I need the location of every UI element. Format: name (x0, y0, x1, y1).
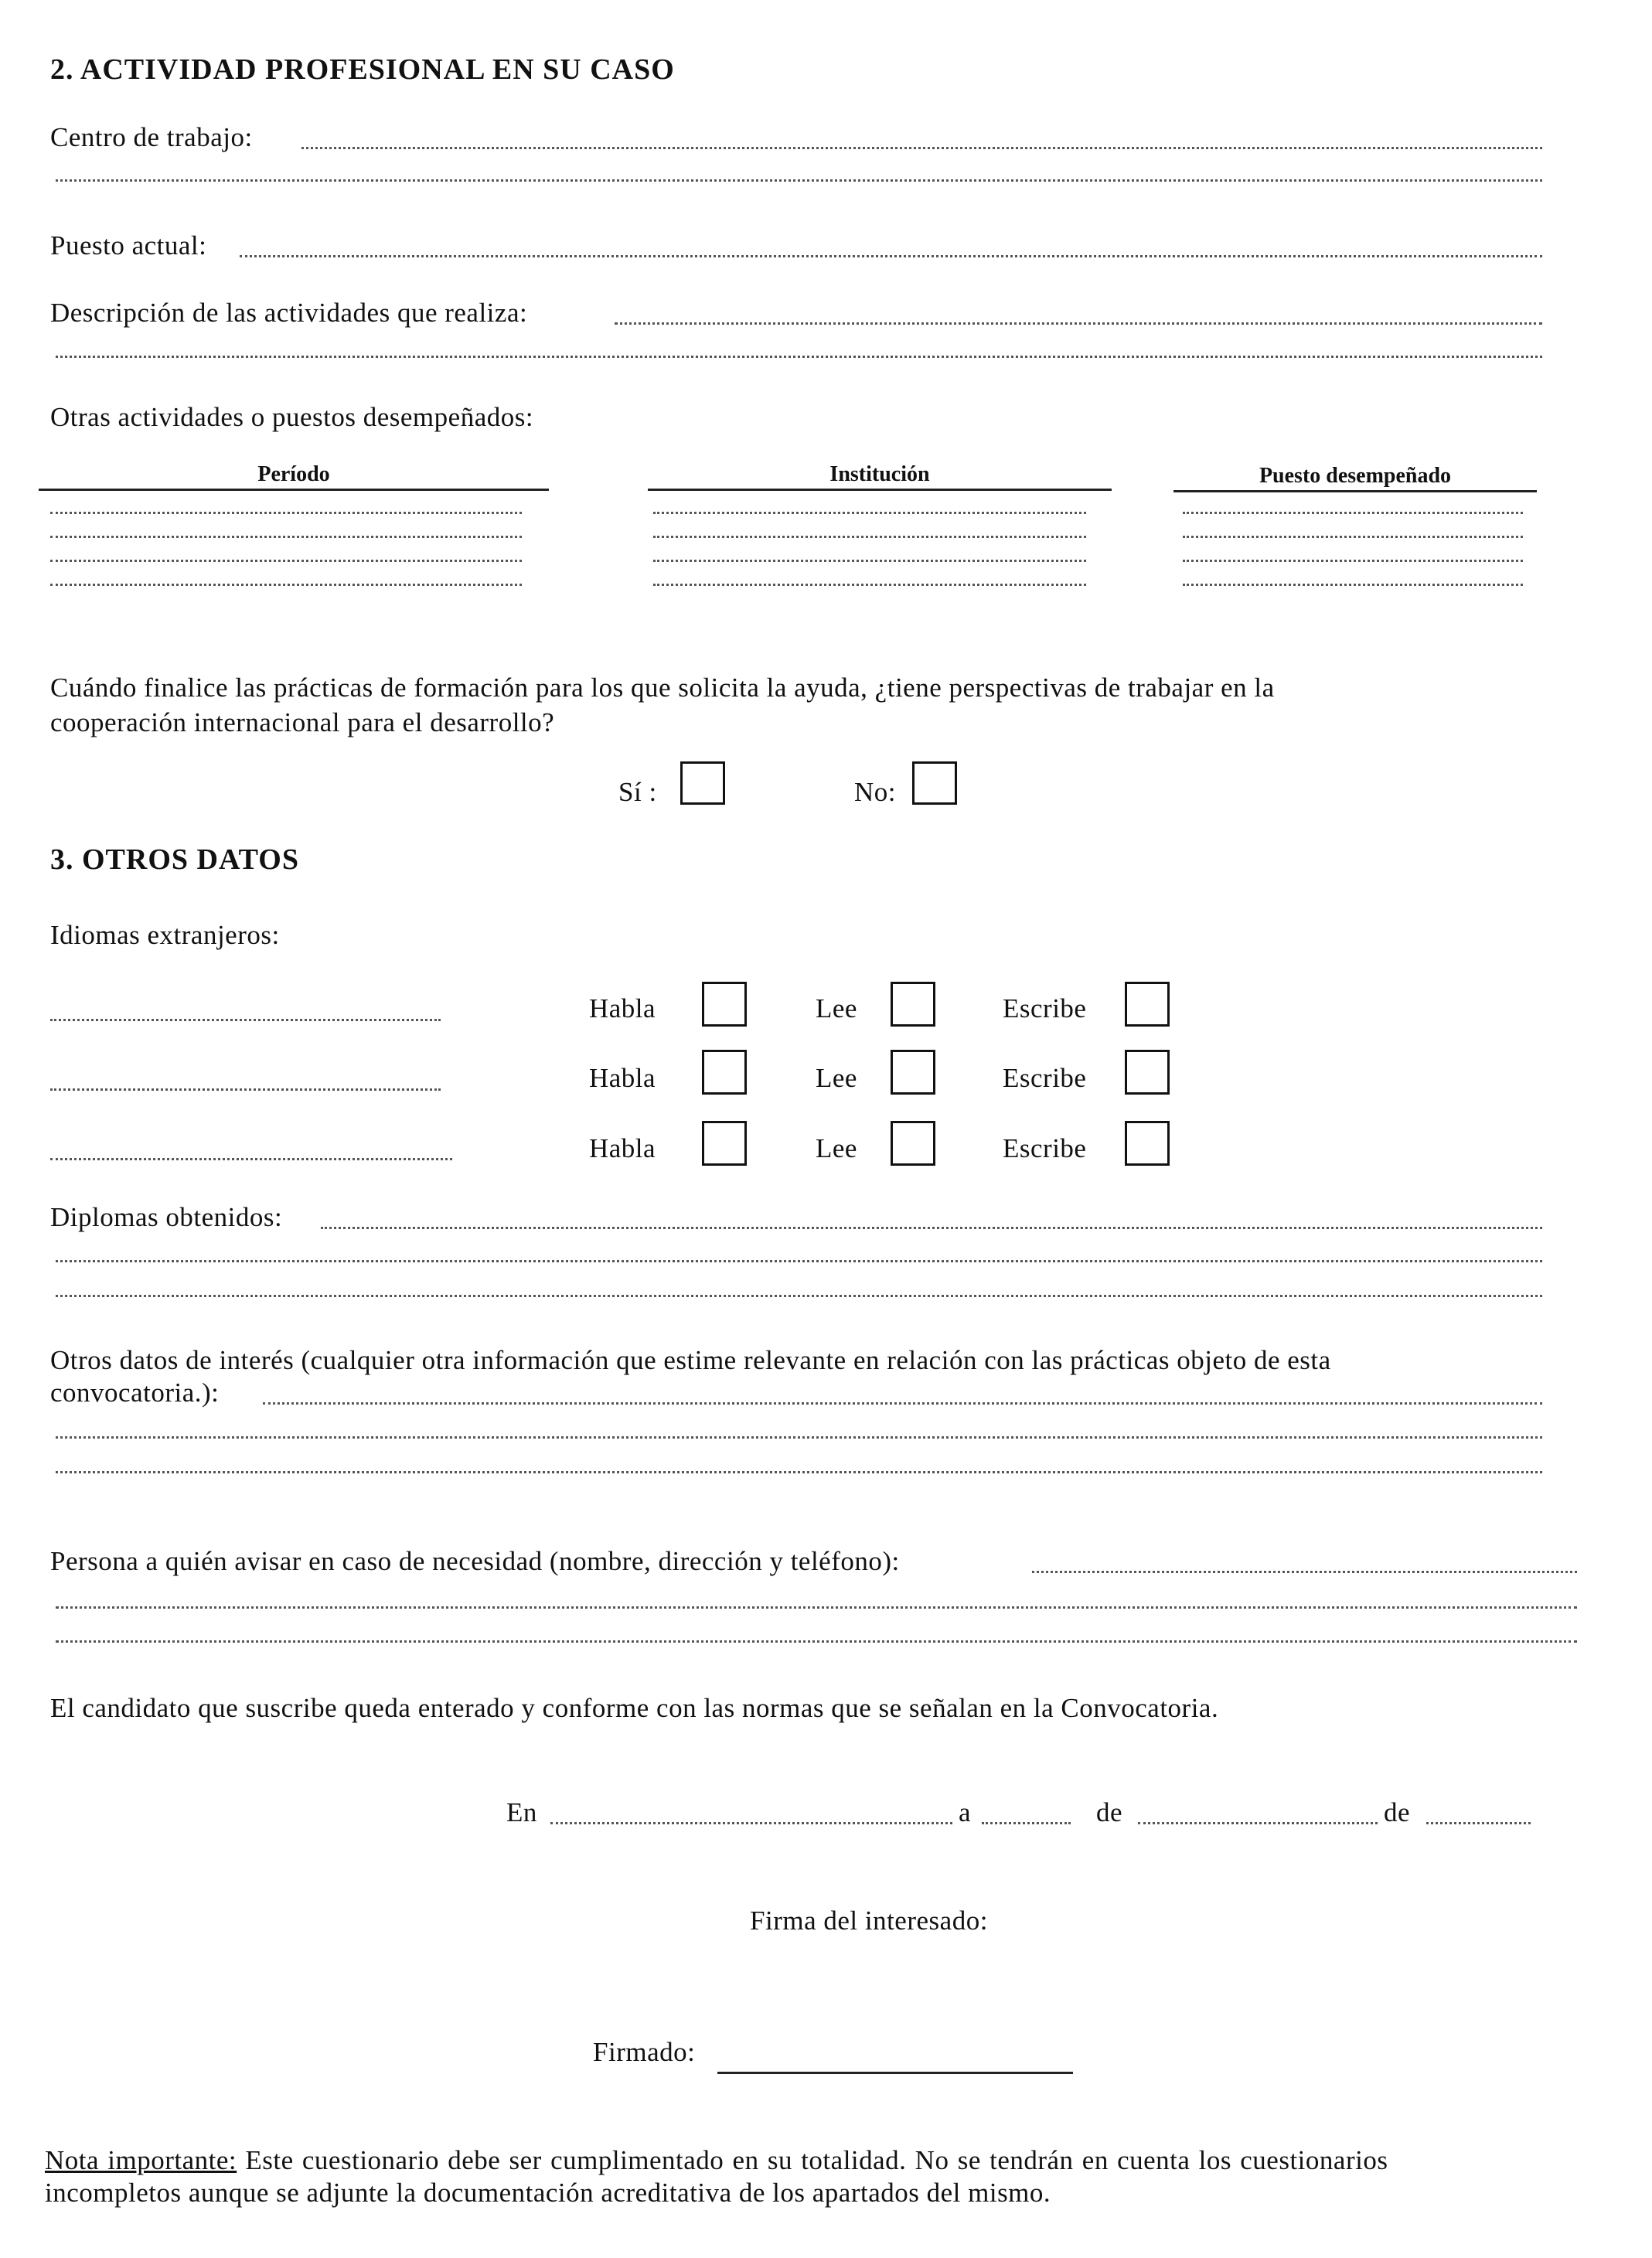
en-label: En (506, 1797, 537, 1827)
header-institucion-rule (648, 489, 1112, 491)
puesto-row-3[interactable] (1183, 560, 1523, 562)
idioma-3-field[interactable] (50, 1158, 452, 1160)
puesto-row-4[interactable] (1183, 584, 1523, 586)
firmado-label: Firmado: (593, 2037, 696, 2067)
a-label: a (959, 1797, 972, 1827)
conforme-text: El candidato que suscribe queda enterado y conforme con las normas que se señalan en la Convocatoria. (50, 1693, 1219, 1723)
otros-datos-field[interactable] (263, 1402, 1542, 1405)
institucion-row-1[interactable] (653, 512, 1086, 514)
escribe-checkbox-2[interactable] (1125, 1050, 1170, 1095)
centro-trabajo-field[interactable] (301, 147, 1542, 149)
idiomas-label: Idiomas extranjeros: (50, 920, 280, 950)
header-institucion: Institución (829, 462, 930, 486)
question-line-1: Cuándo finalice las prácticas de formación para los que solicita la ayuda, ¿tiene perspectivas de trabajar en la (50, 673, 1275, 703)
si-checkbox[interactable] (680, 761, 725, 805)
persona-label: Persona a quién avisar en caso de necesidad (nombre, dirección y teléfono): (50, 1546, 900, 1576)
de-label-1: de (1096, 1797, 1123, 1827)
puesto-actual-label: Puesto actual: (50, 230, 207, 261)
header-puesto: Puesto desempeñado (1259, 464, 1452, 488)
header-puesto-rule (1173, 490, 1537, 492)
section-2-title: 2. ACTIVIDAD PROFESIONAL EN SU CASO (50, 53, 675, 86)
habla-checkbox-3[interactable] (702, 1121, 747, 1166)
lee-label-3: Lee (816, 1133, 857, 1163)
centro-trabajo-label: Centro de trabajo: (50, 122, 253, 152)
firma-line[interactable] (717, 2072, 1073, 2074)
institucion-row-2[interactable] (653, 536, 1086, 538)
question-line-2: cooperación internacional para el desarrollo? (50, 707, 555, 737)
otras-actividades-label: Otras actividades o puestos desempeñados: (50, 402, 534, 432)
institucion-row-4[interactable] (653, 584, 1086, 586)
lee-checkbox-2[interactable] (891, 1050, 935, 1095)
descripcion-field-line2[interactable] (56, 356, 1542, 358)
header-periodo: Período (257, 462, 330, 486)
persona-field-line3[interactable] (56, 1640, 1577, 1643)
periodo-row-3[interactable] (50, 560, 522, 562)
de-label-2: de (1384, 1797, 1411, 1827)
firma-label: Firma del interesado: (750, 1906, 988, 1936)
nota-label: Nota importante: (45, 2145, 237, 2175)
habla-label-1: Habla (589, 993, 656, 1023)
mes-field[interactable] (1138, 1822, 1378, 1824)
persona-field-line2[interactable] (56, 1606, 1577, 1609)
lugar-field[interactable] (550, 1822, 952, 1824)
nota-text-1: Este cuestionario debe ser cumplimentado en su totalidad. No se tendrán en cuenta los cuestionarios (245, 2145, 1388, 2175)
habla-checkbox-1[interactable] (702, 982, 747, 1027)
anio-field[interactable] (1426, 1822, 1531, 1824)
periodo-row-2[interactable] (50, 536, 522, 538)
centro-trabajo-field-line2[interactable] (56, 179, 1542, 182)
periodo-row-4[interactable] (50, 584, 522, 586)
otros-datos-field-line2[interactable] (56, 1436, 1542, 1439)
section-3-title: 3. OTROS DATOS (50, 843, 299, 876)
persona-field[interactable] (1032, 1571, 1577, 1573)
escribe-checkbox-3[interactable] (1125, 1121, 1170, 1166)
diplomas-field-line2[interactable] (56, 1260, 1542, 1262)
escribe-label-2: Escribe (1003, 1063, 1087, 1093)
otros-datos-field-line3[interactable] (56, 1471, 1542, 1473)
lee-checkbox-1[interactable] (891, 982, 935, 1027)
habla-checkbox-2[interactable] (702, 1050, 747, 1095)
dia-field[interactable] (982, 1822, 1071, 1824)
lee-checkbox-3[interactable] (891, 1121, 935, 1166)
diplomas-field[interactable] (321, 1227, 1542, 1229)
otros-datos-line-1: Otros datos de interés (cualquier otra información que estime relevante en relación con las prácticas objeto de esta (50, 1345, 1331, 1375)
puesto-actual-field[interactable] (240, 255, 1542, 257)
descripcion-label: Descripción de las actividades que realiza: (50, 298, 528, 328)
escribe-label-1: Escribe (1003, 993, 1087, 1023)
nota-line-2: incompletos aunque se adjunte la documentación acreditativa de los apartados del mismo. (45, 2178, 1051, 2208)
header-periodo-rule (39, 489, 549, 491)
habla-label-2: Habla (589, 1063, 656, 1093)
descripcion-field[interactable] (615, 322, 1542, 325)
institucion-row-3[interactable] (653, 560, 1086, 562)
diplomas-label: Diplomas obtenidos: (50, 1202, 283, 1232)
si-label: Sí : (618, 777, 657, 807)
periodo-row-1[interactable] (50, 512, 522, 514)
nota-line-1 (45, 2145, 1388, 2176)
escribe-label-3: Escribe (1003, 1133, 1087, 1163)
diplomas-field-line3[interactable] (56, 1295, 1542, 1297)
idioma-2-field[interactable] (50, 1088, 441, 1091)
puesto-row-1[interactable] (1183, 512, 1523, 514)
escribe-checkbox-1[interactable] (1125, 982, 1170, 1027)
lee-label-2: Lee (816, 1063, 857, 1093)
otros-datos-line-2: convocatoria.): (50, 1378, 220, 1408)
no-checkbox[interactable] (912, 761, 957, 805)
lee-label-1: Lee (816, 993, 857, 1023)
idioma-1-field[interactable] (50, 1019, 441, 1021)
habla-label-3: Habla (589, 1133, 656, 1163)
puesto-row-2[interactable] (1183, 536, 1523, 538)
no-label: No: (854, 777, 896, 807)
